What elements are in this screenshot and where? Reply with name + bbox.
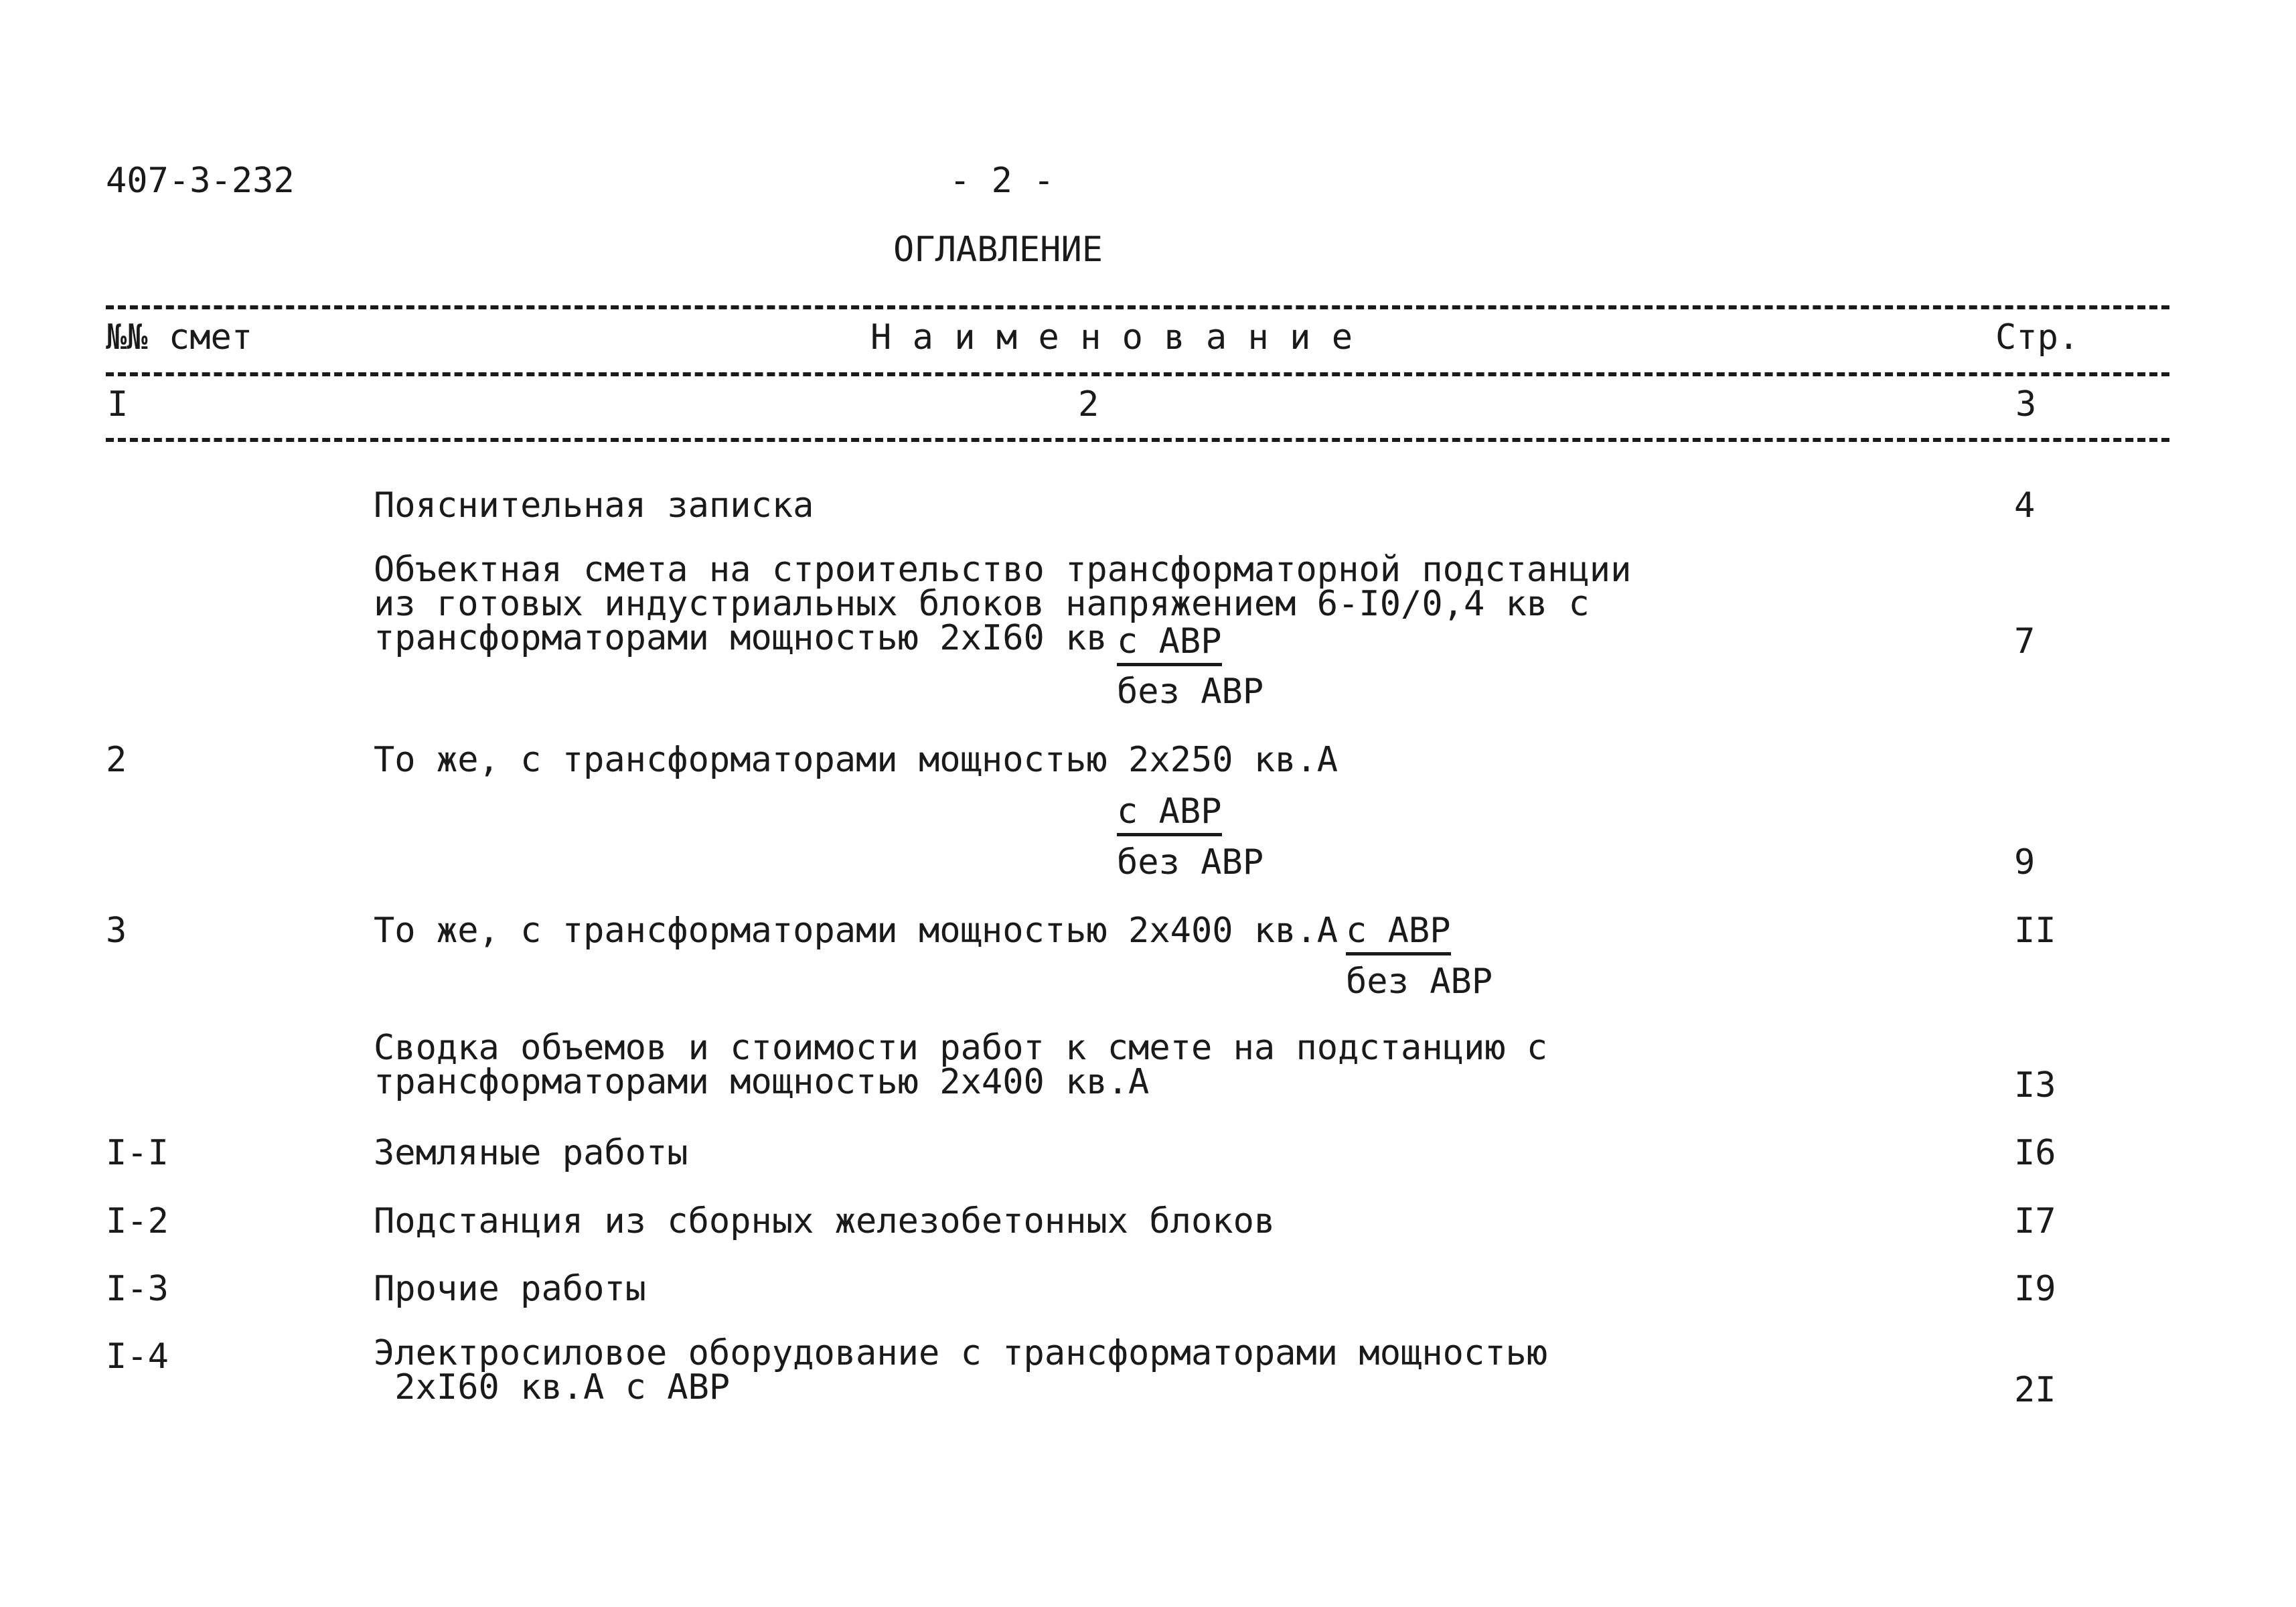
page-title: ОГЛАВЛЕНИЕ	[893, 230, 1103, 270]
toc-entry-smeta: I-3	[106, 1269, 169, 1309]
dashed-rule-top	[106, 305, 2169, 309]
toc-entry-page: 7	[2014, 621, 2036, 662]
toc-entry-page: I3	[2014, 1065, 2056, 1105]
column-header-smeta: №№ смет	[106, 317, 253, 358]
dashed-rule-middle	[106, 372, 2169, 376]
fraction-with-avr: с АВР	[1117, 621, 1243, 662]
fraction-with-avr: с АВР	[1117, 791, 1243, 832]
toc-entry-smeta: 2	[106, 740, 127, 780]
toc-entry-name: Пояснительная записка	[374, 485, 814, 526]
toc-entry-page: 9	[2014, 842, 2036, 883]
column-number-1: I	[107, 384, 129, 425]
column-header-name: Н а и м е н о в а н и е	[870, 317, 1353, 358]
toc-entry-name: Электросиловое оборудование с трансформаторами мощностью 2xI60 кв.А с АВР	[374, 1333, 1548, 1407]
toc-entry-smeta: I-4	[106, 1336, 169, 1377]
toc-entry-smeta: I-I	[106, 1133, 169, 1173]
toc-entry-page: 2I	[2014, 1370, 2056, 1410]
column-header-page: Стр.	[1995, 317, 2080, 358]
toc-entry-name: Объектная смета на строительство трансформаторной подстанции из готовых индустриальных блоков напряжением 6-I0/0,4 кв с трансформаторами мощностью 2xI60 кв	[374, 550, 1632, 658]
page-number: - 2 -	[949, 161, 1055, 201]
toc-entry-smeta: 3	[106, 911, 127, 951]
fraction-without-avr: без АВР	[1117, 842, 1264, 883]
fraction-with-avr: с АВР	[1346, 911, 1472, 951]
fraction-without-avr: без АВР	[1117, 672, 1264, 712]
toc-entry-name: Сводка объемов и стоимости работ к смете на подстанцию с трансформаторами мощностью 2x400 кв.А	[374, 1028, 1548, 1102]
toc-entry-page: I7	[2014, 1201, 2056, 1241]
toc-entry-page: I9	[2014, 1269, 2056, 1309]
dashed-rule-bottom	[106, 438, 2169, 442]
fraction-without-avr: без АВР	[1346, 962, 1493, 1002]
toc-entry-page: I6	[2014, 1133, 2056, 1173]
toc-entry-name: Подстанция из сборных железобетонных блоков	[374, 1201, 1276, 1241]
toc-entry-smeta: I-2	[106, 1201, 169, 1241]
toc-entry-name: Прочие работы	[374, 1269, 646, 1309]
toc-entry-page: 4	[2014, 485, 2036, 526]
toc-entry-name: То же, с трансформаторами мощностью 2x250 кв.А	[374, 740, 1338, 780]
toc-entry-name: То же, с трансформаторами мощностью 2x400 кв.А	[374, 911, 1338, 951]
toc-entry-page: II	[2014, 911, 2056, 951]
column-number-2: 2	[1078, 384, 1099, 425]
column-number-3: 3	[2015, 384, 2037, 425]
toc-entry-name: Земляные работы	[374, 1133, 688, 1173]
document-code: 407-3-232	[106, 161, 295, 201]
